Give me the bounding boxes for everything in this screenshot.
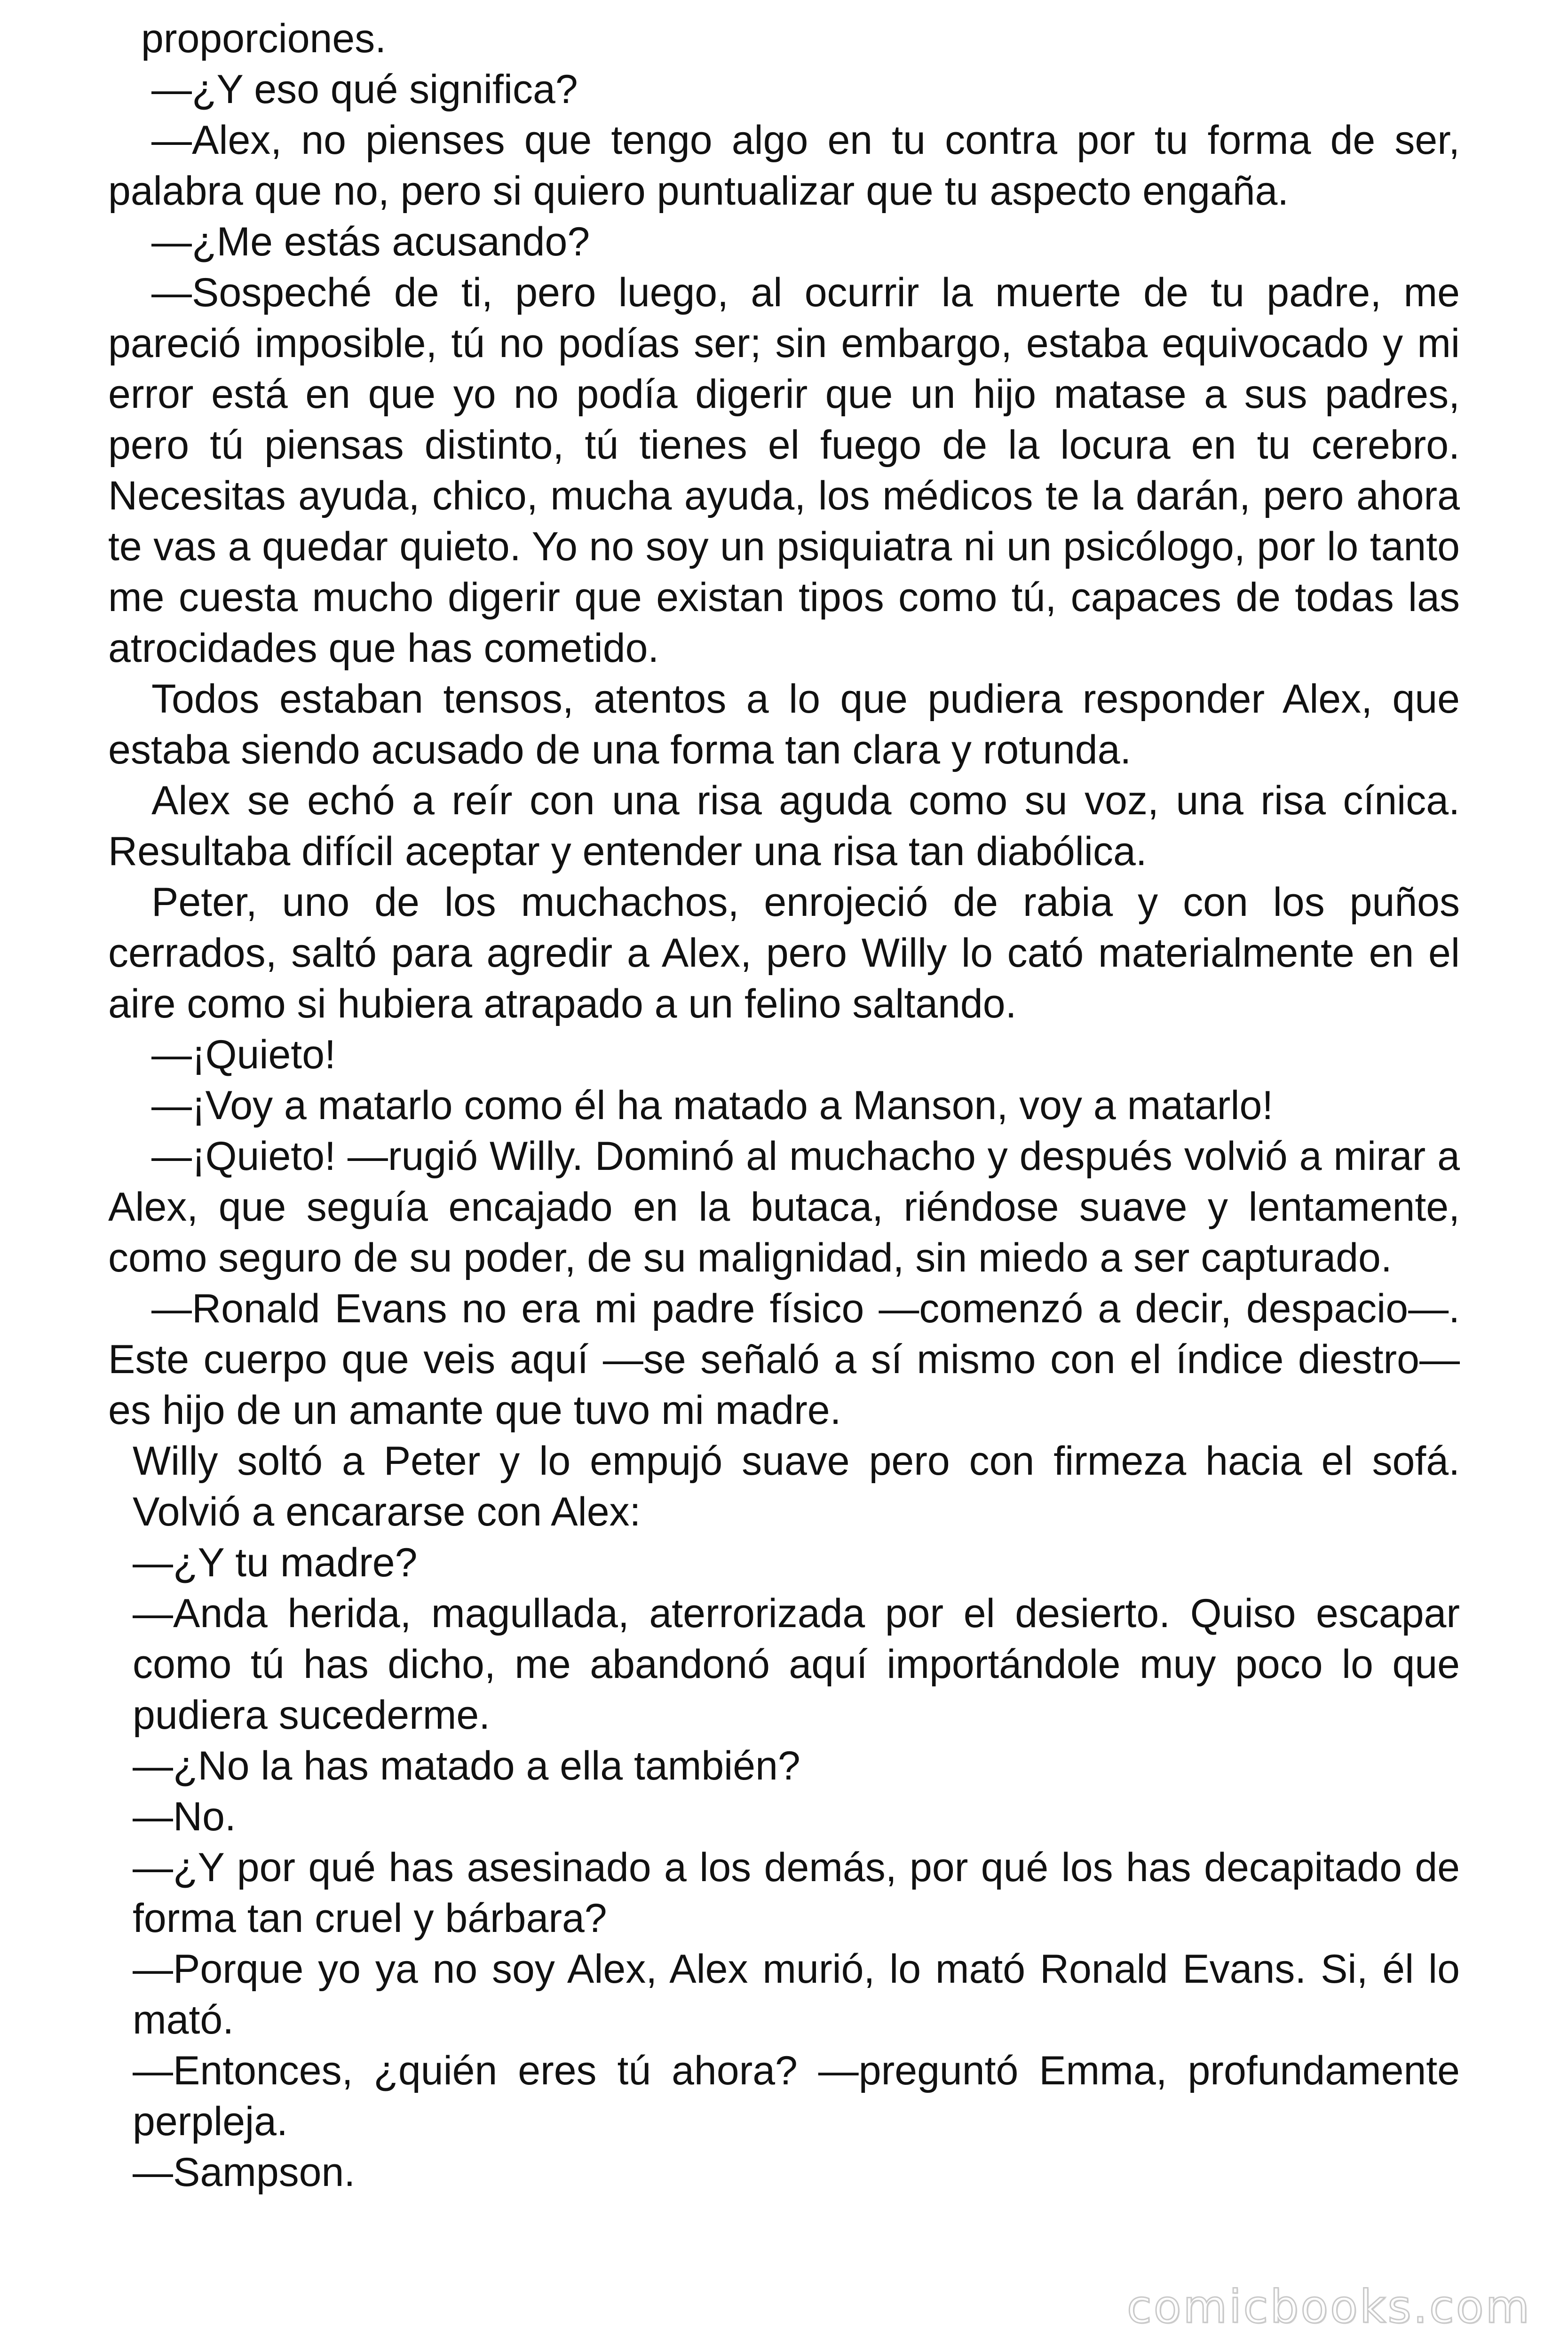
paragraph: Todos estaban tensos, atentos a lo que pudiera responder Alex, que estaba siendo acusado de una forma tan clara y rotunda.	[108, 676, 1460, 772]
paragraph: —¿No la has matado a ella también?	[133, 1743, 800, 1788]
paragraph: Peter, uno de los muchachos, enrojeció de rabia y con los puños cerrados, saltó para agredir a Alex, pero Willy lo cató materialmente en el aire como si hubiera atrapado a un felino saltando.	[108, 880, 1460, 1026]
paragraph: —¡Voy a matarlo como él ha matado a Manson, voy a matarlo!	[151, 1083, 1274, 1128]
paragraph: —¿Me estás acusando?	[151, 219, 590, 264]
watermark: comicbooks.com	[1126, 2280, 1531, 2333]
paragraph: —Sospeché de ti, pero luego, al ocurrir la muerte de tu padre, me pareció imposible, tú no podías ser; sin embargo, estaba equivocado y mi error está en que yo no podía digerir que un hijo matase a sus padres, pero tú piensas distinto, tú tienes el fuego de la locura en tu cerebro. Necesitas ayuda, chico, mucha ayuda, los médicos te la darán, pero ahora te vas a quedar quieto. Yo no soy un psiquiatra ni un psicólogo, por lo tanto me cuesta mucho digerir que existan tipos como tú, capaces de todas las atrocidades que has cometido.	[108, 270, 1460, 671]
paragraph: —¡Quieto! —rugió Willy. Dominó al muchacho y después volvió a mirar a Alex, que seguía encajado en la butaca, riéndose suave y lentamente, como seguro de su poder, de su malignidad, sin miedo a ser capturado.	[108, 1134, 1460, 1280]
paragraph: —Ronald Evans no era mi padre físico —comenzó a decir, despacio—. Este cuerpo que veis aquí —se señaló a sí mismo con el índice diestro— es hijo de un amante que tuvo mi madre.	[108, 1286, 1460, 1433]
paragraph: —Anda herida, magullada, aterrorizada por el desierto. Quiso escapar como tú has dicho, me abandonó aquí importándole muy poco lo que pudiera sucederme.	[133, 1591, 1460, 1738]
paragraph: Willy soltó a Peter y lo empujó suave pero con firmeza hacia el sofá. Volvió a encararse con Alex:	[133, 1438, 1460, 1534]
paragraph: —Alex, no pienses que tengo algo en tu contra por tu forma de ser, palabra que no, pero si quiero puntualizar que tu aspecto engaña.	[108, 118, 1460, 214]
paragraph: —¿Y tu madre?	[133, 1540, 418, 1585]
paragraph: —¿Y por qué has asesinado a los demás, por qué los has decapitado de forma tan cruel y bárbara?	[133, 1845, 1460, 1941]
paragraph: —No.	[133, 1794, 236, 1839]
paragraph: proporciones.	[141, 16, 387, 61]
paragraph: —¡Quieto!	[151, 1032, 336, 1077]
paragraph: —Entonces, ¿quién eres tú ahora? —preguntó Emma, profundamente perpleja.	[133, 2048, 1460, 2144]
paragraph: —Sampson.	[133, 2150, 356, 2195]
paragraph: —¿Y eso qué significa?	[151, 67, 578, 112]
paragraph: Alex se echó a reír con una risa aguda como su voz, una risa cínica. Resultaba difícil aceptar y entender una risa tan diabólica.	[108, 778, 1460, 874]
paragraph: —Porque yo ya no soy Alex, Alex murió, lo mató Ronald Evans. Si, él lo mató.	[133, 1947, 1460, 2042]
